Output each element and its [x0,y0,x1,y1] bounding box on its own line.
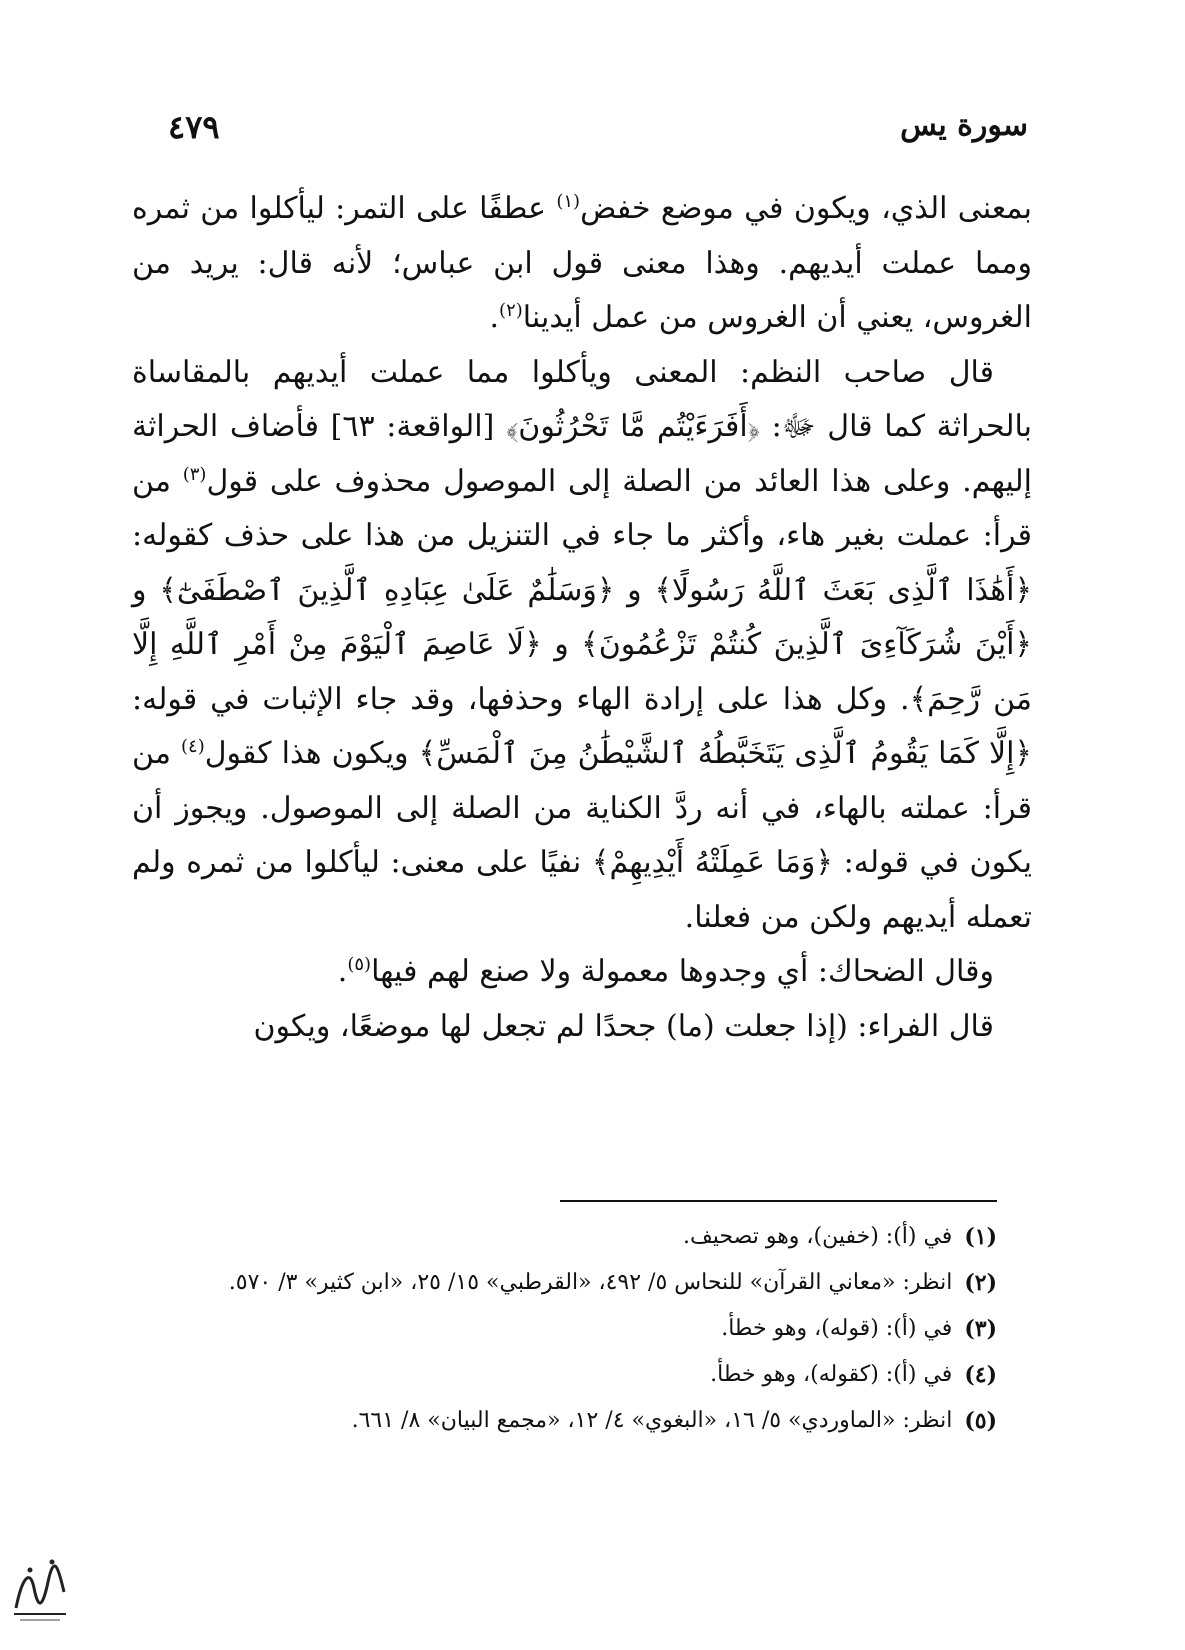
footnote-number: (٣) [964,1316,997,1342]
text-span: و [614,572,655,608]
footnote-1 [132,1214,997,1260]
paragraph-2 [132,346,1032,946]
quran-quote: ﴿أَيْنَ شُرَكَآءِىَ ٱلَّذِينَ كُنتُمْ تَزْعُمُونَ﴾ [581,627,1032,662]
footnote-text: في (أ): (كقوله)، وهو خطأ. [710,1362,953,1387]
paragraph-1 [132,182,1032,346]
footnote-ref-1[interactable]: (١) [556,191,581,212]
footnote-text: انظر: «معاني القرآن» للنحاس ٥/ ٤٩٢، «القرطبي» ١٥/ ٢٥، «ابن كثير» ٣/ ٥٧٠. [228,1270,953,1295]
text-span: عطفًا على التمر: ليأكلوا من ثمره ومما عملت أيديهم. وهذا معنى قول ابن عباس؛ لأنه قال: يريد من الغروس، يعني أن الغروس من عمل أيدينا [132,191,1032,335]
text-span: وقال الضحاك: أي وجدوها معمولة ولا صنع لهم فيها [371,954,994,989]
quran-quote: ﴿لَا عَاصِمَ ٱلْيَوْمَ مِنْ أَمْرِ ٱللَّهِ إِلَّا مَن رَّحِمَ﴾ [132,627,1032,717]
quran-quote: ﴿أَهَٰذَا ٱلَّذِى بَعَثَ ٱللَّهُ رَسُولًا﴾ [654,572,1033,608]
text-span: . [489,300,500,335]
footnote-number: (٥) [964,1408,997,1434]
footnote-number: (٢) [964,1270,997,1296]
footnote-ref-2[interactable]: (٢) [499,300,523,321]
footnote-2 [132,1260,997,1306]
text-span: من قرأ: عملته بالهاء، في أنه ردَّ الكناية من الصلة إلى الموصول. ويجوز أن يكون في قوله: [132,736,1032,880]
footnote-divider [560,1200,997,1202]
text-span: و [541,627,582,662]
text-span: [الواقعة: ٦٣] فأضاف الحراثة إليهم. وعلى هذا العائد من الصلة إلى الموصول محذوف على قول [132,409,1032,499]
text-span: . وكل هذا على إرادة الهاء وحذفها، وقد جاء الإثبات في قوله: [132,681,910,717]
main-text [132,182,1032,1054]
footnotes [132,1214,997,1444]
footnote-text: انظر: «الماوردي» ٥/ ١٦، «البغوي» ٤/ ١٢، «مجمع البيان» ٨/ ٦٦١. [351,1408,953,1433]
text-span: نفيًا على معنى: ليأكلوا من ثمره ولم تعمله أيديهم ولكن من فعلنا. [132,845,1032,935]
footnote-ref-5[interactable]: (٥) [347,954,372,975]
paragraph-4 [132,1000,1032,1055]
text-span: قال الفراء: (إذا جعلت (ما) جحدًا لم تجعل لها موضعًا، ويكون [253,1008,994,1044]
footnote-number: (١) [964,1224,997,1250]
quran-quote: ﴿إِلَّا كَمَا يَقُومُ ٱلَّذِى يَتَخَبَّطُهُ ٱلشَّيْطَٰنُ مِنَ ٱلْمَسِّ﴾ [418,736,1032,771]
text-span: من قرأ: عملت بغير هاء، وأكثر ما جاء في التنزيل من هذا على حذف كقوله: [132,463,1032,553]
footnote-4 [132,1352,997,1398]
quran-quote: ﴿أَفَرَءَيْتُم مَّا تَحْرُثُونَ﴾ [505,409,761,444]
text-span: . [337,954,348,989]
quran-quote: ﴿وَسَلَٰمٌ عَلَىٰ عِبَادِهِ ٱلَّذِينَ ٱصْطَفَىٰٓ﴾ [159,572,615,608]
footnote-3 [132,1306,997,1352]
footnote-text: في (أ): (خفين)، وهو تصحيف. [683,1224,953,1249]
text-span: ويكون هذا كقول [204,736,419,771]
text-span: و [132,572,160,608]
surah-name: سورة يس [900,108,1028,143]
footnote-ref-3[interactable]: (٣) [182,463,207,485]
text-span: قال صاحب النظم: المعنى ويأكلوا مما عملت أيديهم بالمقاساة بالحراثة كما قال ﷻ: [132,354,1032,444]
quran-quote: ﴿وَمَا عَمِلَتْهُ أَيْدِيهِمْ﴾ [591,845,833,880]
footnote-text: في (أ): (قوله)، وهو خطأ. [721,1316,953,1341]
calligraphy-logo-icon [8,1548,72,1626]
page-header [168,108,1028,158]
footnote-number: (٤) [964,1362,997,1388]
footnote-5 [132,1398,997,1444]
page-number: ٤٧٩ [168,108,220,146]
paragraph-3 [132,945,1032,1000]
text-span: بمعنى الذي، ويكون في موضع خفض [580,191,1032,226]
footnote-ref-4[interactable]: (٤) [181,736,205,757]
